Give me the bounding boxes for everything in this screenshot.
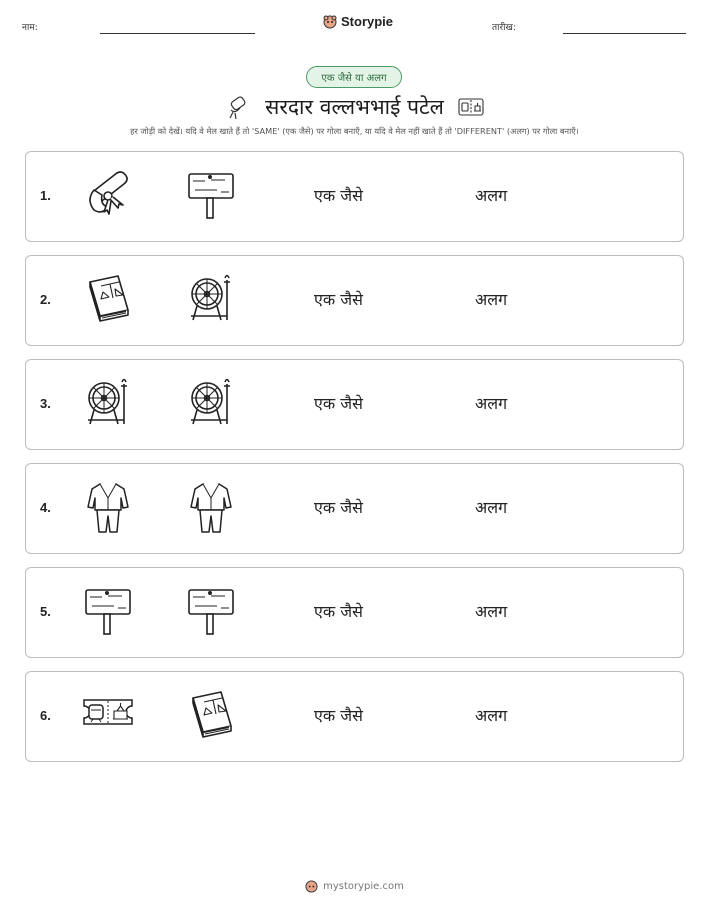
signpost-icon: [183, 582, 239, 638]
name-line: [100, 33, 255, 34]
footer-url: mystorypie.com: [323, 881, 404, 892]
spinning-wheel-icon: [183, 374, 239, 430]
different-option[interactable]: अलग: [475, 602, 508, 621]
different-option[interactable]: अलग: [475, 186, 508, 205]
date-label: तारीख:: [492, 23, 516, 33]
brand-name: Storypie: [341, 14, 394, 29]
same-option[interactable]: एक जैसे: [314, 186, 363, 205]
ticket-icon: [80, 686, 136, 742]
pair-row: [25, 255, 684, 346]
spinning-wheel-icon: [183, 270, 239, 326]
row-number: 5.: [40, 604, 51, 619]
instructions: हर जोड़ी को देखें। यदि वे मेल खाते हैं तो 'SAME' (एक जैसे) पर गोला बनाएँ, या यदि वे मेल नहीं खाते हैं तो 'DIFFERENT' (अलग) पर गोला बनाएँ।: [130, 126, 579, 136]
pair-row: [25, 671, 684, 762]
pair-row: [25, 151, 684, 242]
worksheet-header: [0, 14, 709, 38]
footer: [0, 880, 709, 893]
pair-row: [25, 463, 684, 554]
row-number: 3.: [40, 396, 51, 411]
scroll-icon: [80, 166, 136, 222]
different-option[interactable]: अलग: [475, 498, 508, 517]
row-number: 2.: [40, 292, 51, 307]
page-title: सरदार वल्लभभाई पटेल: [265, 95, 444, 119]
name-label: नाम:: [22, 23, 38, 33]
law-book-icon: [183, 686, 239, 742]
ticket-icon: [458, 96, 484, 118]
storypie-mascot-icon: [305, 880, 318, 893]
different-option[interactable]: अलग: [475, 290, 508, 309]
same-option[interactable]: एक जैसे: [314, 602, 363, 621]
same-option[interactable]: एक जैसे: [314, 290, 363, 309]
row-number: 6.: [40, 708, 51, 723]
storypie-mascot-icon: [323, 15, 337, 29]
scroll-icon: [225, 94, 251, 120]
law-book-icon: [80, 270, 136, 326]
different-option[interactable]: अलग: [475, 706, 508, 725]
title-row: [0, 90, 709, 124]
signpost-icon: [183, 166, 239, 222]
signpost-icon: [80, 582, 136, 638]
pair-row: [25, 359, 684, 450]
suit-icon: [80, 478, 136, 534]
date-line: [563, 33, 686, 34]
same-option[interactable]: एक जैसे: [314, 706, 363, 725]
same-option[interactable]: एक जैसे: [314, 498, 363, 517]
same-option[interactable]: एक जैसे: [314, 394, 363, 413]
pair-row: [25, 567, 684, 658]
activity-tag: एक जैसे या अलग: [306, 66, 402, 88]
brand-logo: [323, 14, 393, 29]
row-number: 4.: [40, 500, 51, 515]
suit-icon: [183, 478, 239, 534]
row-number: 1.: [40, 188, 51, 203]
different-option[interactable]: अलग: [475, 394, 508, 413]
spinning-wheel-icon: [80, 374, 136, 430]
